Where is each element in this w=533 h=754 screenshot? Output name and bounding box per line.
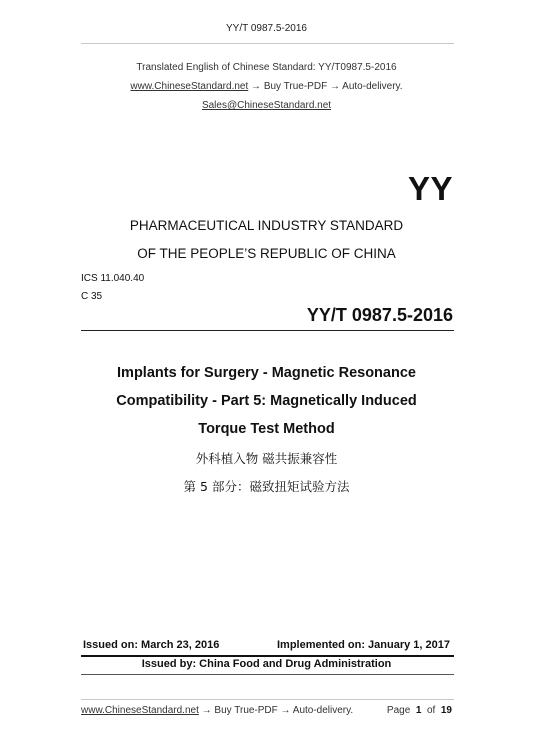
page-total: 19	[440, 705, 452, 716]
footer-divider	[81, 699, 454, 700]
purchase-note	[0, 81, 533, 92]
footer-purchase-text: → Buy True-PDF → Auto-delivery.	[198, 705, 354, 716]
issuer-divider	[81, 674, 454, 675]
yy-logo: YY	[407, 170, 453, 207]
issuer: Issued by: China Food and Drug Administration	[141, 658, 392, 670]
implemented-date: Implemented on: January 1, 2017	[276, 639, 450, 651]
page-current: 1	[415, 705, 422, 716]
ics-code: ICS 11.040.40	[81, 273, 145, 284]
footer-site-link[interactable]: www.ChineseStandard.net	[81, 705, 199, 716]
title-line-1: Implants for Surgery - Magnetic Resonance	[117, 365, 416, 381]
industry-line-2: OF THE PEOPLE’S REPUBLIC OF CHINA	[137, 246, 396, 261]
issued-date: Issued on: March 23, 2016	[83, 639, 220, 651]
site-link[interactable]: www.ChineseStandard.net	[130, 81, 249, 92]
purchase-note-text: → Buy True-PDF → Auto-delivery.	[248, 81, 403, 92]
title-cn-line-1: 外科植入物 磁共振兼容性	[195, 451, 338, 466]
email-link[interactable]: Sales@ChineseStandard.net	[201, 100, 332, 111]
footer-purchase-note	[81, 705, 353, 716]
page-indicator	[387, 705, 452, 716]
title-cn-line-2: 第 5 部分：磁致扭矩试验方法	[183, 479, 350, 494]
standard-number: YY/T 0987.5-2016	[306, 305, 453, 325]
page-label: Page	[386, 705, 411, 716]
header-divider	[81, 43, 454, 44]
industry-line-1: PHARMACEUTICAL INDUSTRY STANDARD	[129, 218, 404, 233]
header-doc-code: YY/T 0987.5-2016	[226, 23, 307, 34]
standard-number-divider	[81, 330, 454, 331]
title-line-2: Compatibility - Part 5: Magnetically Induced	[116, 393, 417, 409]
translation-note: Translated English of Chinese Standard: YY/T0987.5-2016	[136, 62, 397, 73]
ccs-code: C 35	[81, 291, 103, 302]
page-of: of	[426, 705, 436, 716]
title-line-3: Torque Test Method	[198, 421, 335, 437]
email-line	[0, 100, 533, 111]
dates-divider	[81, 655, 454, 657]
